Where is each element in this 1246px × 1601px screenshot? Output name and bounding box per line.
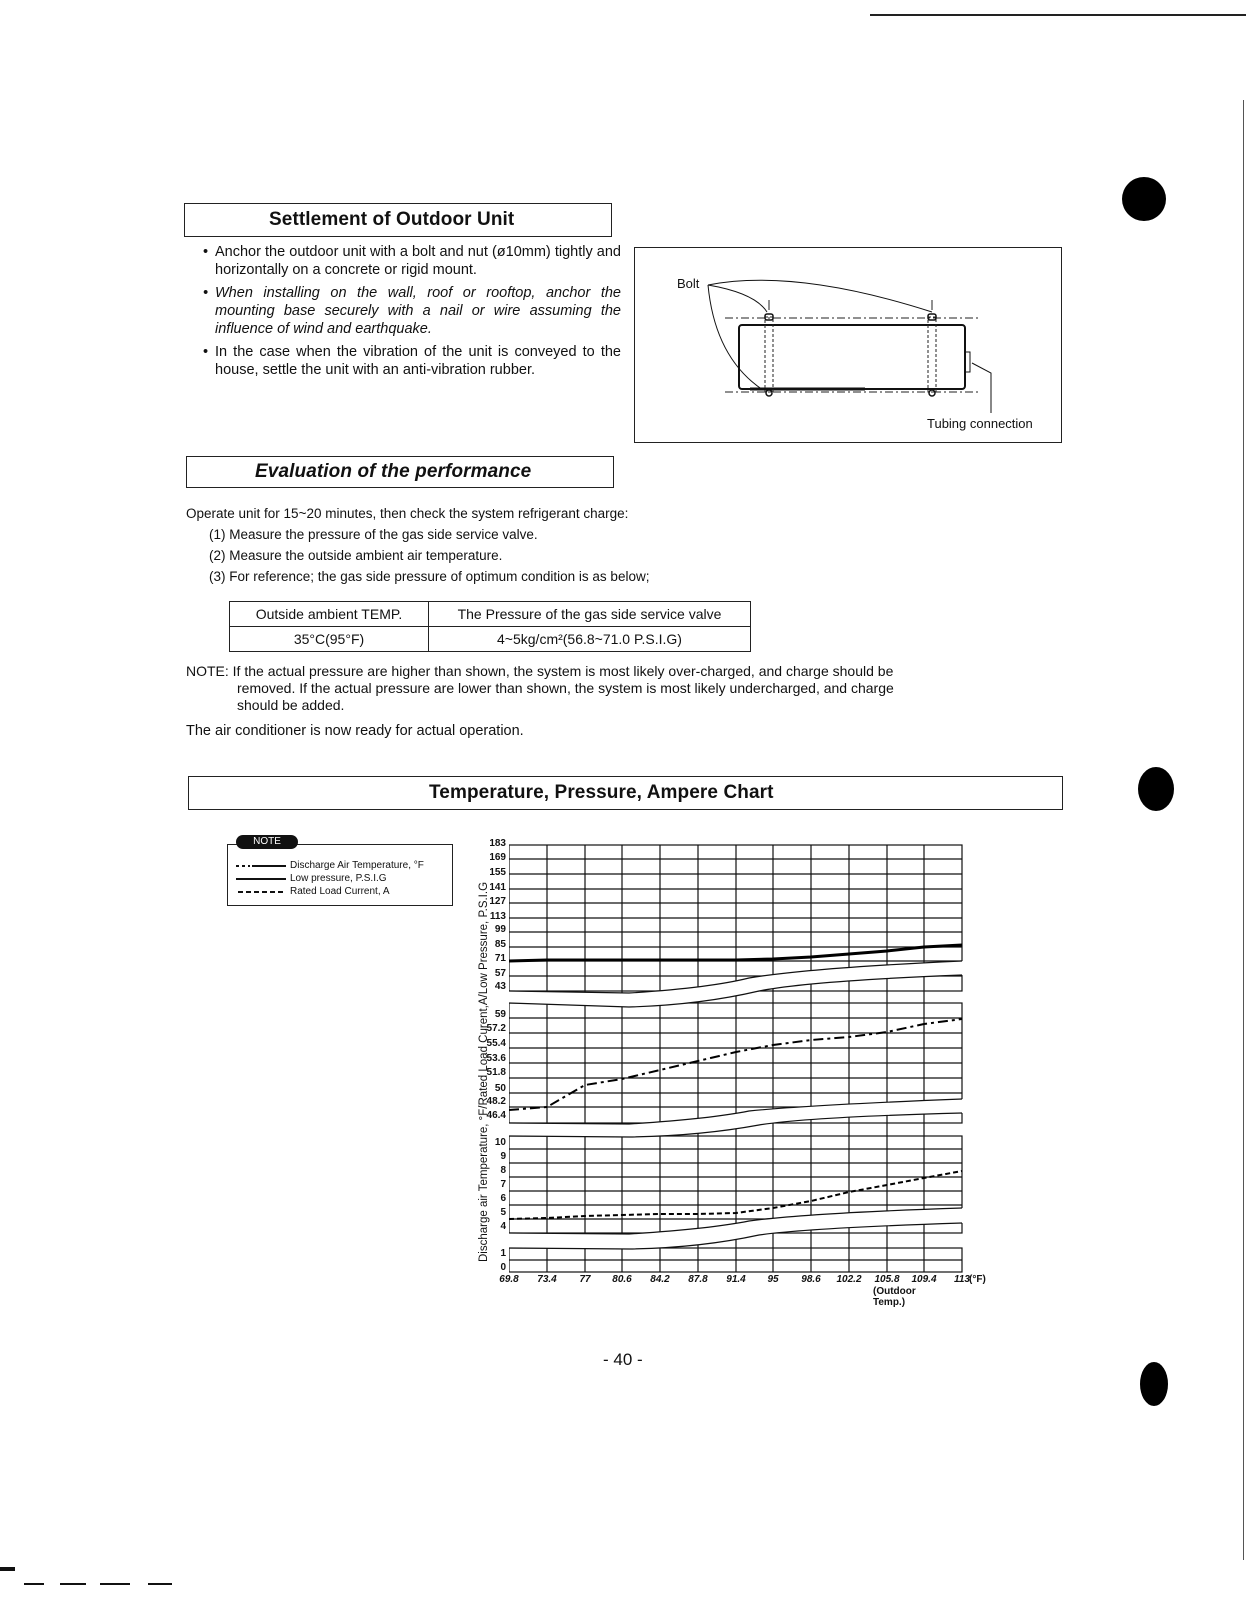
- y-tick: 155: [489, 867, 506, 878]
- x-axis-title: (Outdoor Temp.): [873, 1286, 916, 1308]
- y-tick: 5: [500, 1207, 506, 1218]
- section-heading-evaluation: [186, 456, 614, 488]
- y-tick: 183: [489, 838, 506, 849]
- table-header: Outside ambient TEMP.: [230, 602, 429, 627]
- x-tick: 73.4: [537, 1274, 557, 1285]
- y-tick: 9: [500, 1151, 506, 1162]
- table-cell: 35°C(95°F): [230, 627, 429, 652]
- y-tick: 99: [494, 924, 506, 935]
- dash-solid-line-icon: [236, 863, 286, 869]
- x-tick: 95: [767, 1274, 779, 1285]
- note-text: removed. If the actual pressure are lower than shown, the system is most likely undercharged, and charge: [237, 680, 894, 696]
- y-axis-title: Discharge air Temperature, °F/Rated Load Curent,A/Low Pressure, P.S.I.G: [478, 881, 490, 1262]
- legend-title-badge: NOTE: [236, 835, 298, 849]
- x-tick: 80.6: [612, 1274, 632, 1285]
- table-header: The Pressure of the gas side service valve: [429, 602, 751, 627]
- binder-hole-icon: [1122, 177, 1166, 221]
- y-tick: 0: [500, 1262, 506, 1273]
- bullet-item: • In the case when the vibration of the unit is conveyed to the house, settle the unit with an anti-vibration rubber.: [203, 343, 621, 379]
- section-heading-settlement: [184, 203, 612, 237]
- bullet-item: • Anchor the outdoor unit with a bolt and nut (ø10mm) tightly and horizontally on a concrete or rigid mount.: [203, 243, 621, 279]
- legend-item: [236, 885, 452, 898]
- x-tick: 105.8: [874, 1274, 900, 1285]
- y-tick: 55.4: [486, 1038, 506, 1049]
- y-tick: 113: [489, 911, 506, 922]
- tubing-connection-label: Tubing connection: [927, 416, 1033, 431]
- table-cell: 4~5kg/cm²(56.8~71.0 P.S.I.G): [429, 627, 751, 652]
- step-text: (1) Measure the pressure of the gas side service valve.: [209, 527, 538, 542]
- note-paragraph: [186, 663, 1046, 714]
- table-row: [230, 627, 751, 652]
- y-tick: 7: [500, 1179, 506, 1190]
- legend-label: Rated Load Current, A: [290, 886, 390, 897]
- y-tick: 141: [489, 882, 506, 893]
- page-number: - 40 -: [603, 1350, 643, 1369]
- y-tick: 85: [494, 939, 506, 950]
- x-tick: 69.8: [499, 1274, 519, 1285]
- scan-artifact: [24, 1583, 44, 1585]
- y-tick: 57: [494, 968, 506, 979]
- table-header-row: [230, 602, 751, 627]
- legend-item: [236, 872, 452, 885]
- x-tick: 109.4: [911, 1274, 937, 1285]
- y-tick: 59: [494, 1009, 506, 1020]
- binder-hole-icon: [1138, 767, 1174, 811]
- y-tick: 6: [500, 1193, 506, 1204]
- x-tick: 77: [579, 1274, 591, 1285]
- page-right-edge: [1243, 100, 1244, 1560]
- y-tick: 1: [500, 1248, 506, 1259]
- step-text: (2) Measure the outside ambient air temperature.: [209, 548, 503, 563]
- note-text: If the actual pressure are higher than shown, the system is most likely over-charged, and charge should be: [232, 663, 894, 679]
- y-tick: 51.8: [486, 1067, 506, 1078]
- binder-hole-icon: [1140, 1362, 1168, 1406]
- solid-line-icon: [236, 876, 286, 882]
- x-tick: 84.2: [650, 1274, 670, 1285]
- note-text: should be added.: [237, 697, 345, 713]
- y-tick: 57.2: [486, 1023, 506, 1034]
- x-tick: 102.2: [836, 1274, 862, 1285]
- intro-text: Operate unit for 15~20 minutes, then check the system refrigerant charge:: [186, 506, 629, 521]
- note-label: NOTE:: [186, 663, 229, 679]
- scan-artifact: [148, 1583, 172, 1585]
- section-heading-chart: [188, 776, 1063, 810]
- y-tick: 4: [500, 1221, 506, 1232]
- scan-artifact: [60, 1583, 86, 1585]
- x-axis-unit: (°F): [969, 1274, 986, 1285]
- y-tick: 48.2: [486, 1096, 506, 1107]
- chart-legend: [227, 844, 453, 906]
- legend-label: Low pressure, P.S.I.G: [290, 873, 387, 884]
- section-title: Evaluation of the performance: [255, 461, 532, 482]
- y-tick: 71: [494, 953, 506, 964]
- scan-artifact: [100, 1583, 130, 1585]
- bullet-item: • When installing on the wall, roof or rooftop, anchor the mounting base securely with a nail or wire assuming the influence of wind and earthquake.: [203, 284, 621, 338]
- y-tick: 43: [494, 981, 506, 992]
- y-tick: 46.4: [486, 1110, 506, 1121]
- x-tick: 87.8: [688, 1274, 708, 1285]
- y-tick: 8: [500, 1165, 506, 1176]
- scan-artifact: [0, 1567, 15, 1571]
- legend-item: [236, 859, 452, 872]
- x-tick: 98.6: [801, 1274, 821, 1285]
- evaluation-instructions: [186, 503, 649, 587]
- y-tick: 127: [489, 896, 506, 907]
- y-tick: 169: [489, 852, 506, 863]
- ready-text: The air conditioner is now ready for actual operation.: [186, 723, 524, 739]
- page-top-rule: [870, 14, 1246, 16]
- settlement-bullets: [203, 243, 621, 384]
- y-tick: 10: [494, 1137, 506, 1148]
- legend-label: Discharge Air Temperature, °F: [290, 860, 424, 871]
- step-text: (3) For reference; the gas side pressure of optimum condition is as below;: [209, 569, 650, 584]
- y-tick: 50: [494, 1083, 506, 1094]
- dashed-line-icon: [236, 889, 286, 895]
- performance-chart: [509, 843, 969, 1275]
- bolt-label: Bolt: [677, 276, 700, 291]
- outdoor-unit-diagram: [634, 247, 1062, 443]
- section-title: Settlement of Outdoor Unit: [269, 209, 515, 230]
- y-tick: 53.6: [486, 1053, 506, 1064]
- reference-pressure-table: [229, 601, 751, 652]
- x-tick: 91.4: [726, 1274, 746, 1285]
- section-title: Temperature, Pressure, Ampere Chart: [429, 782, 774, 803]
- x-tick: 113: [954, 1274, 970, 1285]
